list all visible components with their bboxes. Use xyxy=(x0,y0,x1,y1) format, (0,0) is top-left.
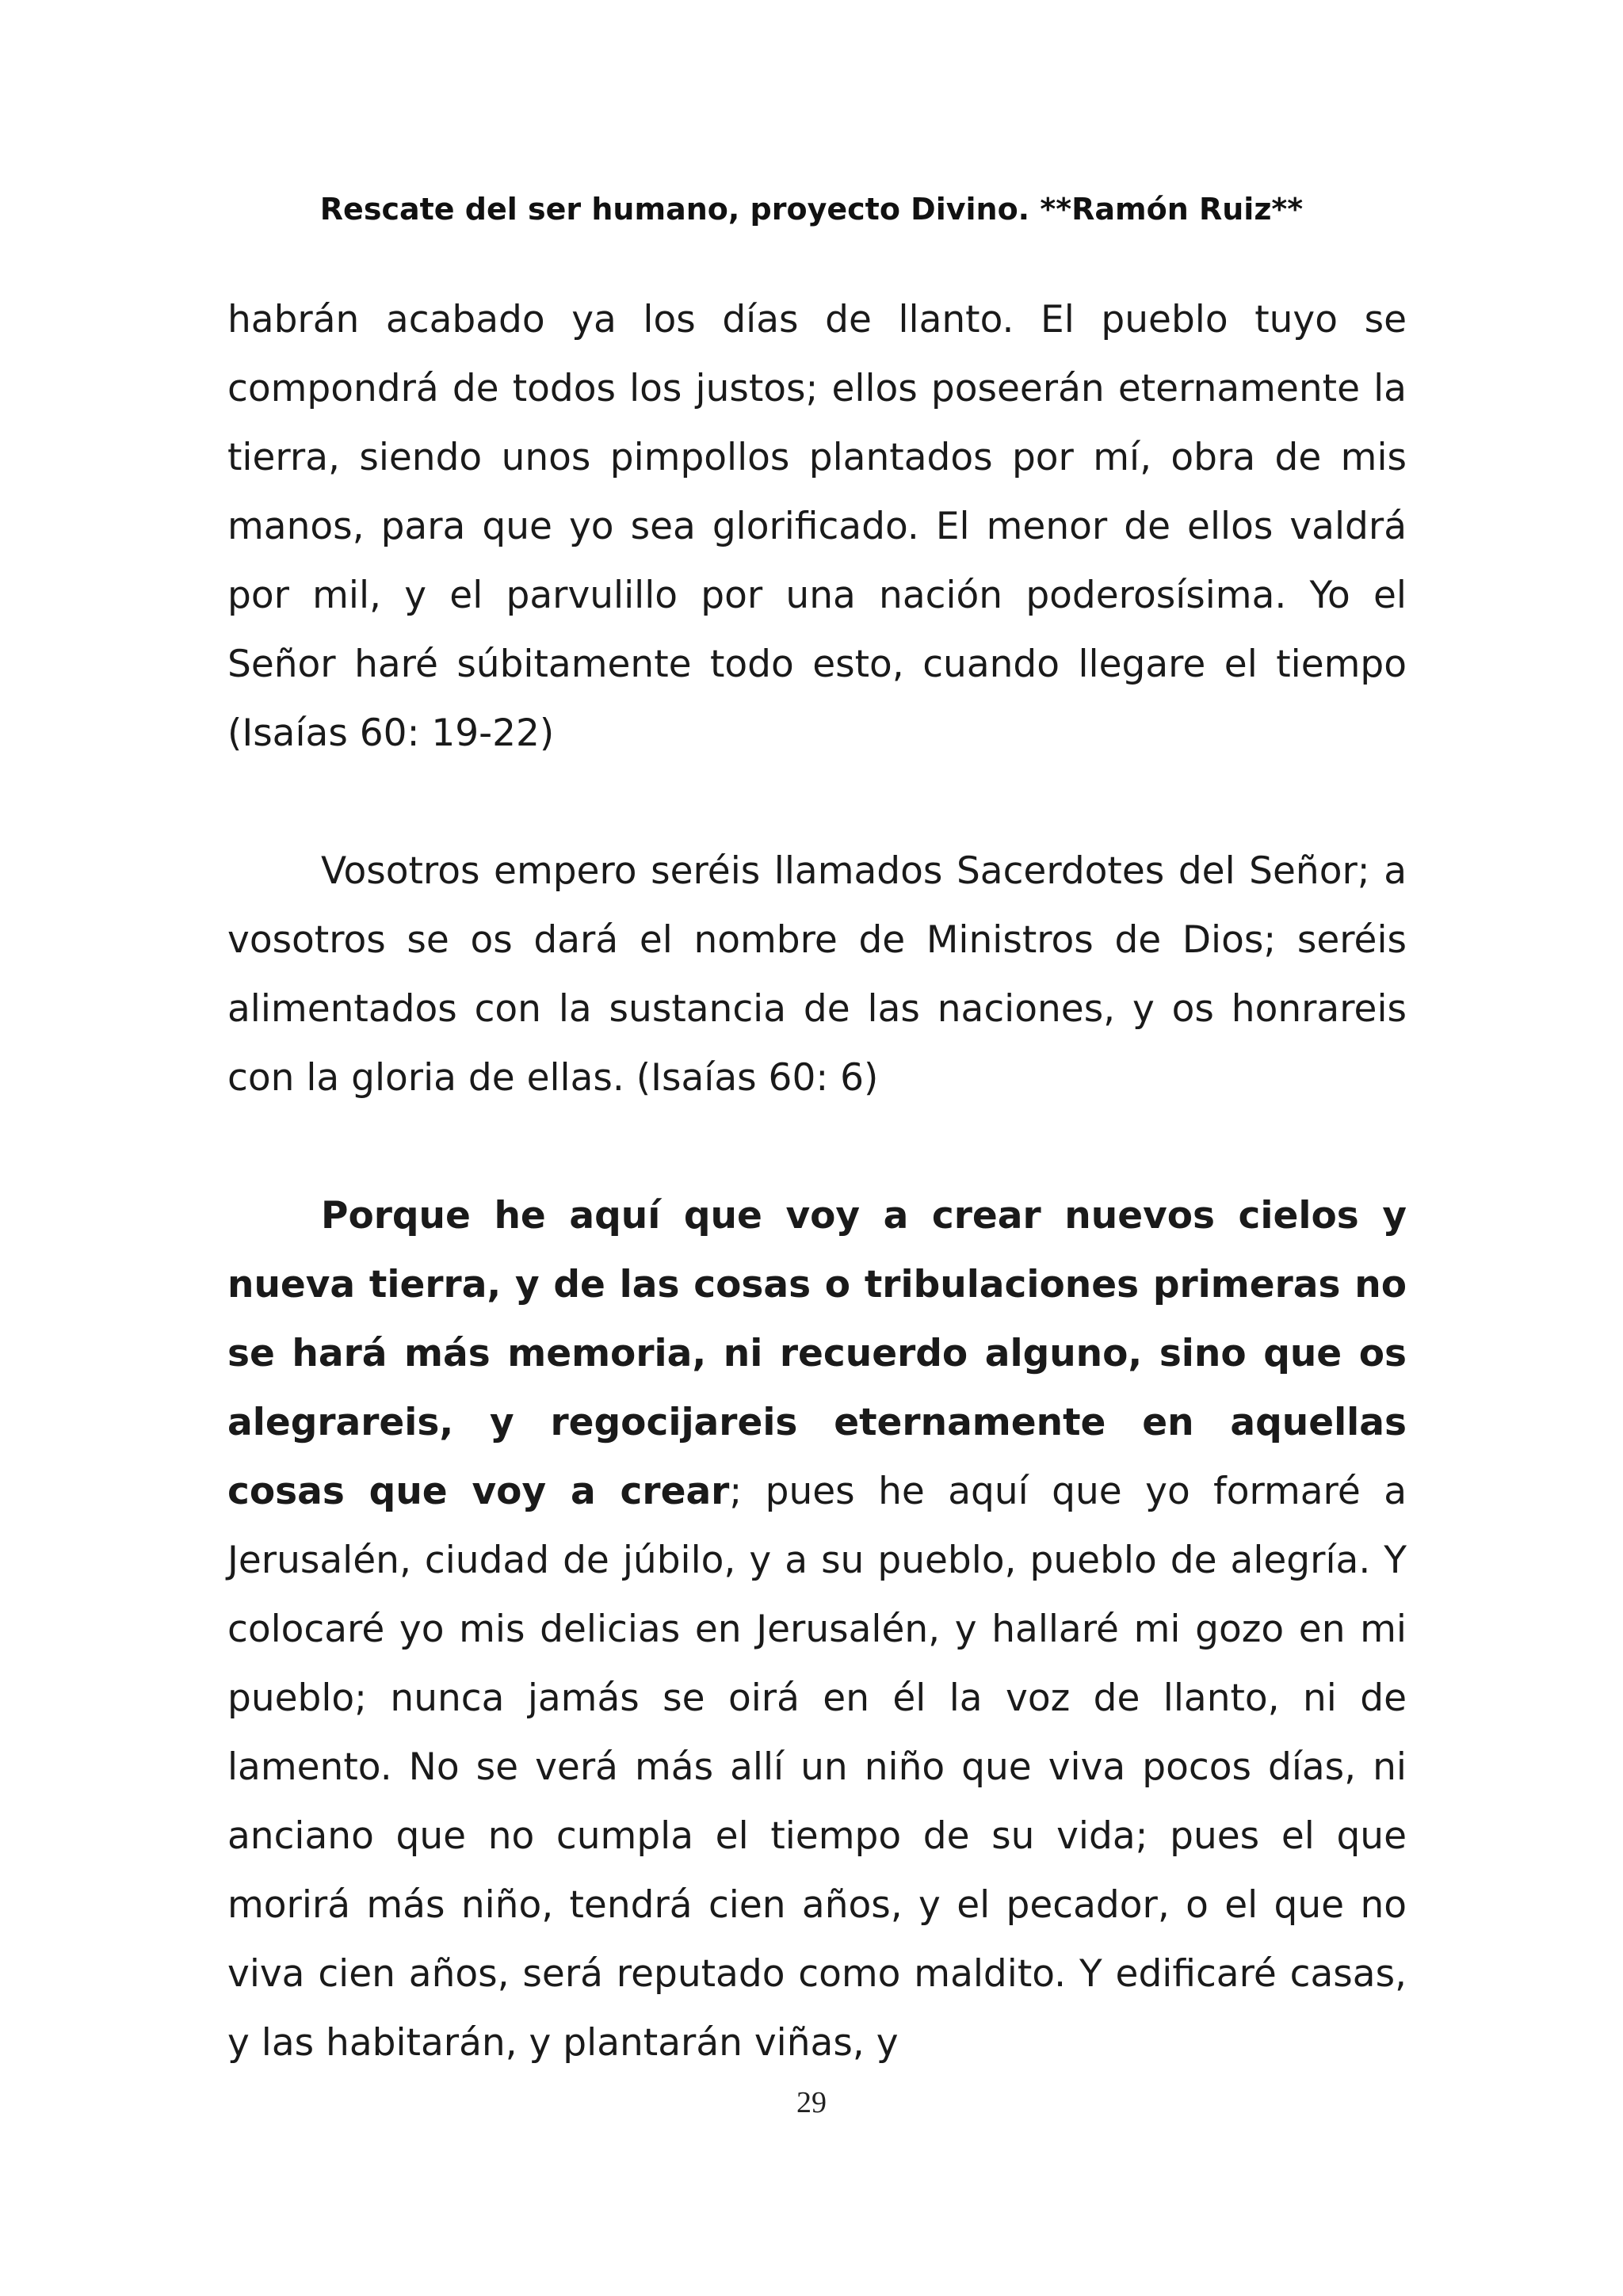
paragraph-2: Vosotros empero seréis llamados Sacerdotes del Señor; a vosotros se os dará el nombre de Ministros de Dios; seréis alimentados con la sustancia de las naciones, y os honrareis con la gloria de ellas. (Isaías 60: 6) xyxy=(227,849,1407,1100)
running-header: Rescate del ser humano, proyecto Divino. **Ramón Ruiz** xyxy=(319,192,1304,227)
paragraph-1: habrán acabado ya los días de llanto. El pueblo tuyo se compondrá de todos los justos; ellos poseerán eternamente la tierra, siendo unos pimpollos plantados por mí, obra de mis manos, para que yo sea glorificado. El menor de ellos valdrá por mil, y el parvulillo por una nación poderosísima. Yo el Señor haré súbitamente todo esto, cuando llegare el tiempo (Isaías 60: 19-22) xyxy=(227,298,1407,755)
paragraph-3 xyxy=(227,1181,1407,2077)
paragraph-3-bold-passage: Porque he aquí que voy a crear nuevos cielos y nueva tierra, y de las cosas o tribulaciones primeras no se hará más memoria, ni recuerdo alguno, sino que os alegrareis, y regocijareis eternamente en aquellas cosas que voy a crear xyxy=(227,1194,1407,1513)
paragraph-3-continuation: ; pues he aquí que yo formaré a Jerusalén, ciudad de júbilo, y a su pueblo, pueblo de alegría. Y colocaré yo mis delicias en Jerusalén, y hallaré mi gozo en mi pueblo; nunca jamás se oirá en él la voz de llanto, ni de lamento. No se verá más allí un niño que viva pocos días, ni anciano que no cumpla el tiempo de su vida; pues el que morirá más niño, tendrá cien años, y el pecador, o el que no viva cien años, será reputado como maldito. Y edificaré casas, y las habitarán, y plantarán viñas, y xyxy=(227,1470,1407,2065)
page-number: 29 xyxy=(796,2086,827,2119)
body-text xyxy=(227,285,1407,2077)
